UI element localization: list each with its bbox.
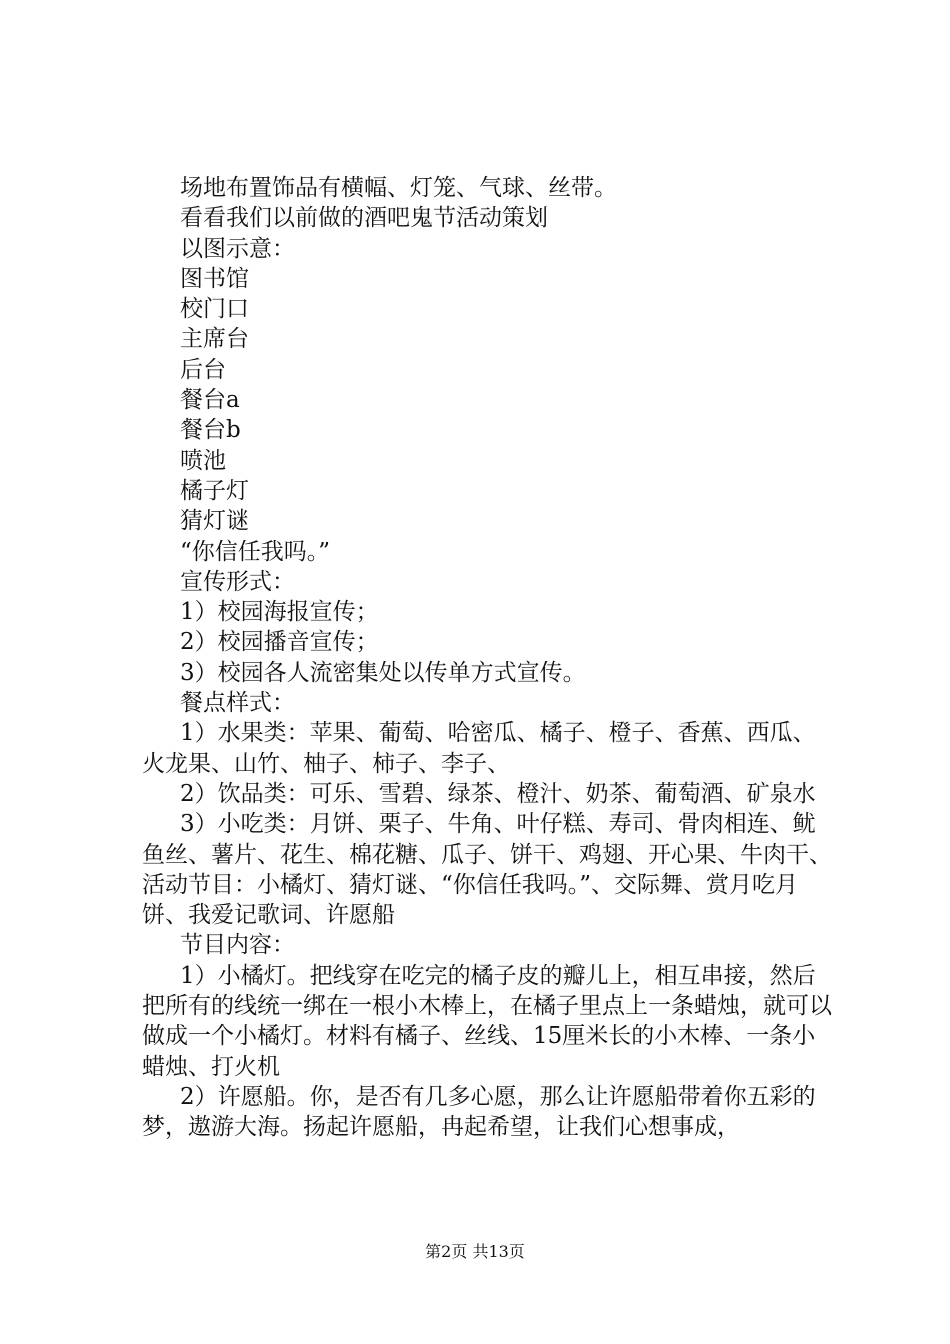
menu-paragraph-drinks: 2）饮品类：可乐、雪碧、绿茶、橙汁、奶茶、葡萄酒、矿泉水 <box>180 780 816 807</box>
section-heading: 节目内容： <box>180 932 295 959</box>
text-line: 2）校园播音宣传； <box>180 629 379 656</box>
text-line: 餐台a <box>180 387 240 414</box>
program-paragraph-lantern: 1）小橘灯。把线穿在吃完的橘子皮的瓣儿上，相互串接，然后把所有的线统一绑在一根小木棒上，在橘子里点上一条蜡烛，就可以做成一个小橘灯。材料有橘子、丝线、15厘米长的小木棒、一条小蜡烛、打火机 <box>142 962 832 1080</box>
text-line: 餐台b <box>180 417 241 444</box>
text-line: 校门口 <box>180 296 249 323</box>
text-line: 橘子灯 <box>180 477 249 504</box>
document-body <box>142 173 842 1143</box>
text-line: 以图示意： <box>180 235 295 262</box>
text-line: 宣传形式： <box>180 568 295 595</box>
text-line: 图书馆 <box>180 265 249 292</box>
text-line: 猜灯谜 <box>180 508 249 535</box>
text-line: 餐点样式： <box>180 690 295 717</box>
text-line: 看看我们以前做的酒吧鬼节活动策划 <box>180 205 548 232</box>
text-line: 后台 <box>180 356 226 383</box>
menu-paragraph-fruit: 1）水果类：苹果、葡萄、哈密瓜、橘子、橙子、香蕉、西瓜、火龙果、山竹、柚子、柿子、李子、 <box>142 720 816 777</box>
text-line: 场地布置饰品有横幅、灯笼、气球、丝带。 <box>180 175 617 201</box>
text-line: 喷池 <box>180 447 226 474</box>
text-line: 主席台 <box>180 326 249 353</box>
program-paragraph-wish-boat: 2）许愿船。你，是否有几多心愿，那么让许愿船带着你五彩的梦，遨游大海。扬起许愿船，冉起希望，让我们心想事成， <box>142 1083 816 1141</box>
menu-paragraph-snacks: 3）小吃类：月饼、栗子、牛角、叶仔糕、寿司、骨肉相连、鱿鱼丝、薯片、花生、棉花糖、瓜子、饼干、鸡翅、开心果、牛肉干、活动节目：小橘灯、猜灯谜、“你信任我吗。”、交际舞、赏月吃月饼、我爱记歌词、许愿船 <box>142 811 832 929</box>
text-line: 3）校园各人流密集处以传单方式宣传。 <box>180 659 586 686</box>
text-line: “你信任我吗。” <box>180 538 331 565</box>
page-footer: 第2页 共13页 <box>425 1242 525 1261</box>
text-line: 1）校园海报宣传； <box>180 599 379 626</box>
